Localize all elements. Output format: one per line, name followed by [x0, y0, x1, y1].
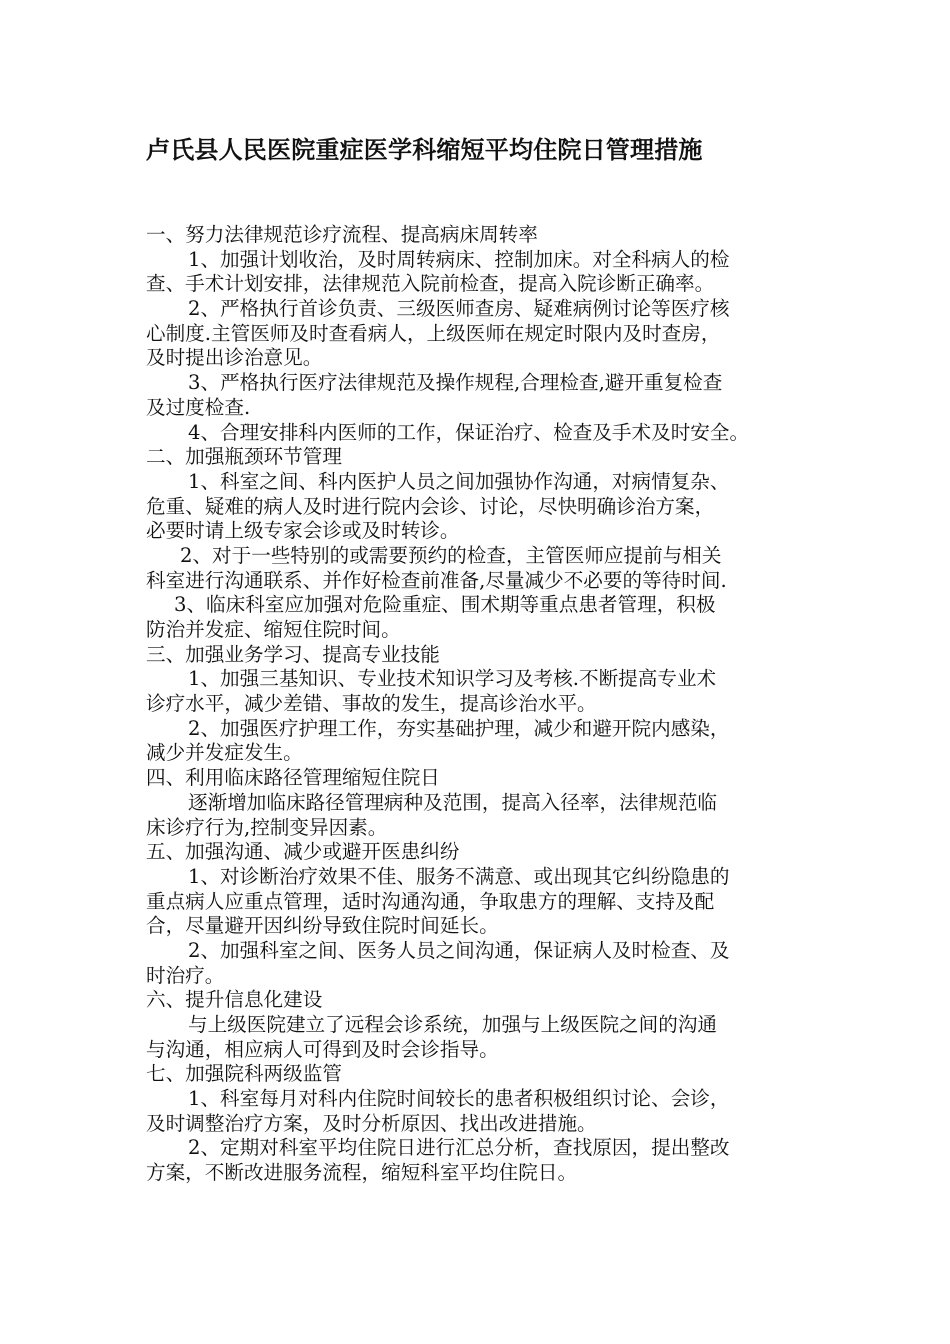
paragraph-line: 1、加强计划收治，及时周转病床、控制加床。对全科病人的检 [188, 247, 730, 271]
paragraph-line: 方案，不断改进服务流程，缩短科室平均住院日。 [146, 1161, 578, 1185]
paragraph-line: 减少并发症发生。 [146, 741, 303, 765]
section-heading-6: 六、提升信息化建设 [146, 988, 323, 1012]
section-heading-2: 二、加强瓶颈环节管理 [146, 445, 342, 469]
paragraph-line: 2、严格执行首诊负责、三级医师查房、疑难病例讨论等医疗核 [188, 297, 730, 321]
paragraph-line: 1、科室之间、科内医护人员之间加强协作沟通，对病情复杂、 [188, 469, 730, 493]
paragraph-line: 及过度检查. [146, 395, 251, 419]
paragraph-line: 及时调整治疗方案，及时分析原因、找出改进措施。 [146, 1111, 597, 1135]
section-heading-1: 一、努力法律规范诊疗流程、提高病床周转率 [146, 223, 538, 246]
paragraph-line: 1、科室每月对科内住院时间较长的患者积极组织讨论、会诊， [188, 1087, 730, 1111]
section-heading-5: 五、加强沟通、减少或避开医患纠纷 [146, 840, 460, 864]
paragraph-line: 2、定期对科室平均住院日进行汇总分析，查找原因，提出整改 [188, 1136, 730, 1160]
paragraph-line: 防治并发症、缩短住院时间。 [146, 618, 401, 641]
document-title: 卢氏县人民医院重症医学科缩短平均住院日管理措施 [146, 136, 703, 164]
paragraph-line: 科室进行沟通联系、并作好检查前准备,尽量减少不必要的等待时间. [146, 568, 727, 592]
paragraph-line: 重点病人应重点管理，适时沟通沟通，争取患方的理解、支持及配 [146, 889, 715, 913]
paragraph-line: 与沟通，相应病人可得到及时会诊指导。 [146, 1037, 499, 1061]
paragraph-line: 及时提出诊治意见。 [146, 346, 323, 370]
paragraph-line: 2、加强医疗护理工作，夯实基础护理，减少和避开院内感染， [188, 716, 730, 740]
paragraph-line: 3、临床科室应加强对危险重症、围术期等重点患者管理，积极 [174, 593, 716, 617]
paragraph-line: 时治疗。 [146, 963, 225, 987]
paragraph-line: 心制度.主管医师及时查看病人，上级医师在规定时限内及时查房， [146, 321, 721, 345]
document-body [146, 223, 806, 1186]
paragraph-line: 必要时请上级专家会诊或及时转诊。 [146, 519, 460, 543]
paragraph-line: 2、加强科室之间、医务人员之间沟通，保证病人及时检查、及 [188, 938, 730, 962]
paragraph-line: 诊疗水平，减少差错、事故的发生，提高诊治水平。 [146, 692, 597, 716]
paragraph-line: 1、加强三基知识、专业技术知识学习及考核.不断提高专业术 [188, 667, 717, 691]
paragraph-line: 合，尽量避开因纠纷导致住院时间延长。 [146, 914, 499, 938]
paragraph-line: 逐渐增加临床路径管理病种及范围，提高入径率，法律规范临 [188, 790, 718, 814]
section-heading-4: 四、利用临床路径管理缩短住院日 [146, 766, 440, 790]
paragraph-line: 与上级医院建立了远程会诊系统，加强与上级医院之间的沟通 [188, 1013, 718, 1036]
paragraph-line: 查、手术计划安排，法律规范入院前检查，提高入院诊断正确率。 [146, 272, 715, 296]
paragraph-line: 4、合理安排科内医师的工作，保证治疗、检查及手术及时安全。 [188, 420, 750, 444]
paragraph-line: 3、严格执行医疗法律规范及操作规程,合理检查,避开重复检查 [188, 371, 723, 395]
paragraph-line: 床诊疗行为,控制变异因素。 [146, 815, 388, 839]
paragraph-line: 1、对诊断治疗效果不佳、服务不满意、或出现其它纠纷隐患的 [188, 864, 730, 888]
section-heading-7: 七、加强院科两级监管 [146, 1062, 342, 1086]
paragraph-line: 2、对于一些特别的或需要预约的检查，主管医师应提前与相关 [180, 543, 722, 567]
section-heading-3: 三、加强业务学习、提高专业技能 [146, 642, 440, 666]
paragraph-line: 危重、疑难的病人及时进行院内会诊、讨论，尽快明确诊治方案， [146, 494, 715, 518]
